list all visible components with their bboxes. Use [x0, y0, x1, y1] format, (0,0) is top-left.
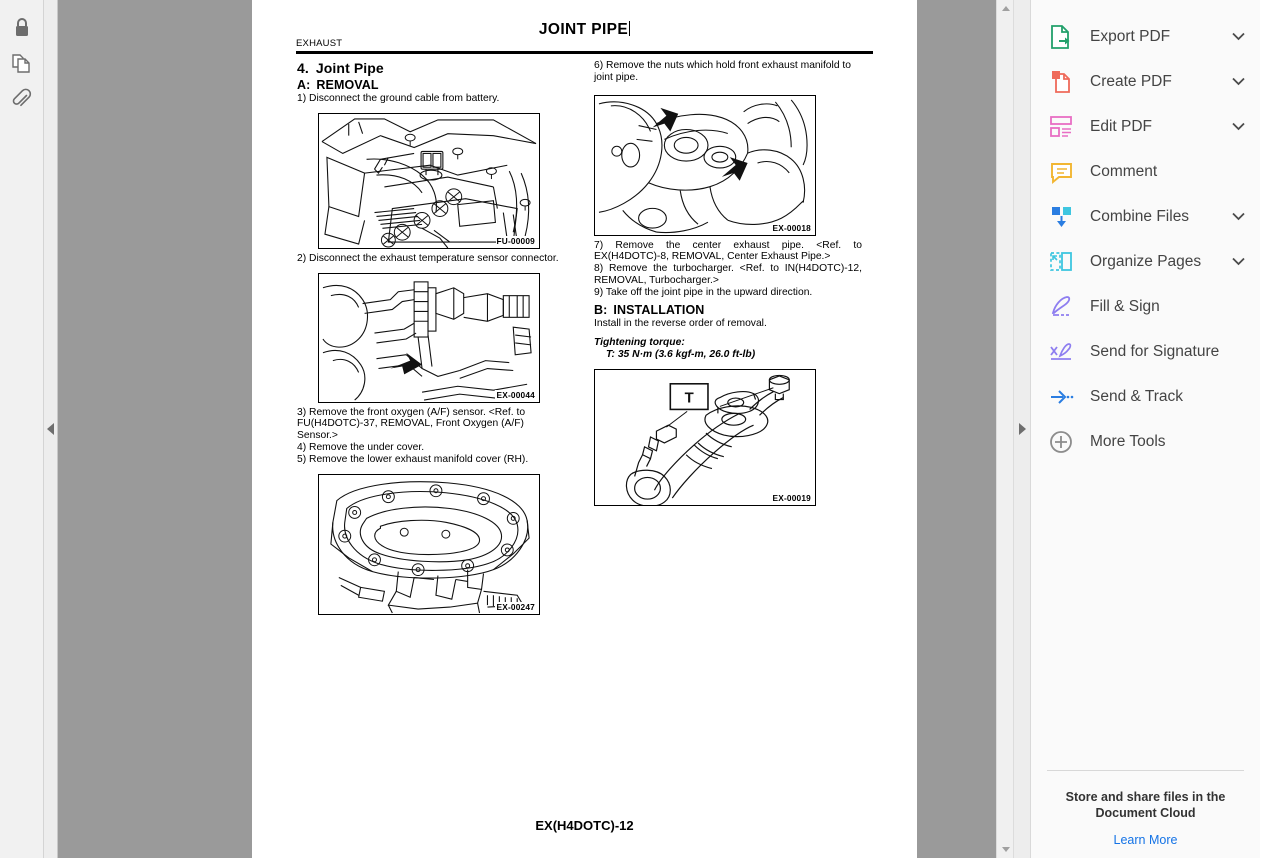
- figure-id-label: EX-00019: [772, 493, 811, 504]
- removal-step-5: 5) Remove the lower exhaust manifold cover (RH).: [297, 453, 529, 465]
- figure-id-label: FU-00009: [496, 235, 535, 246]
- tool-label: Comment: [1090, 162, 1158, 180]
- chevron-down-icon: [1002, 847, 1010, 852]
- tool-combine-files[interactable]: [1031, 194, 1260, 239]
- removal-step-7: 7) Remove the center exhaust pipe. <Ref. to EX(H4DOTC)-8, REMOVAL, Center Exhaust Pipe.>: [594, 239, 862, 263]
- tool-organize-pages[interactable]: [1031, 239, 1260, 284]
- header-rule: [296, 51, 873, 54]
- figure-id-label: EX-00018: [772, 222, 811, 233]
- document-left-column: [297, 60, 565, 619]
- removal-step-8: 8) Remove the turbocharger. <Ref. to IN(H4DOTC)-12, REMOVAL, Turbocharger.>: [594, 263, 862, 286]
- tool-label: Combine Files: [1090, 207, 1190, 225]
- tool-send-and-track[interactable]: [1031, 374, 1260, 419]
- document-right-column: [594, 60, 862, 510]
- figure-id-label: EX-00247: [496, 601, 535, 612]
- subsection-removal-heading: [297, 78, 565, 92]
- removal-step-3: 3) Remove the front oxygen (A/F) sensor. <Ref. to FU(H4DOTC)-37, REMOVAL, Front Oxygen (A/F) Sensor.>: [297, 406, 526, 442]
- subsection-letter: A:: [297, 78, 311, 92]
- attachment-paperclip-icon[interactable]: [5, 82, 39, 116]
- tightening-torque-value: T: 35 N·m (3.6 kgf-m, 26.0 ft-lb): [606, 349, 756, 361]
- scroll-down-button[interactable]: [997, 841, 1014, 858]
- chevron-right-icon: [1019, 423, 1026, 435]
- tool-label: Fill & Sign: [1090, 297, 1160, 315]
- tool-send-for-signature[interactable]: [1031, 329, 1260, 374]
- chevron-down-icon[interactable]: [1230, 257, 1246, 266]
- page-footer: EX(H4DOTC)-12: [535, 818, 634, 833]
- removal-step-2: 2) Disconnect the exhaust temperature sensor connector.: [297, 252, 559, 264]
- section-title: Joint Pipe: [315, 60, 384, 76]
- page-header-title-text: JOINT PIPE: [538, 21, 629, 38]
- pdf-page: [252, 0, 917, 858]
- learn-more-link[interactable]: Learn More: [1113, 833, 1178, 847]
- send-and-track-icon: [1049, 384, 1079, 410]
- chevron-down-icon[interactable]: [1230, 212, 1246, 221]
- removal-step-9: 9) Take off the joint pipe in the upward direction.: [594, 286, 813, 298]
- page-header-title: [252, 21, 917, 39]
- lock-icon[interactable]: [5, 10, 39, 44]
- text-cursor-caret: [629, 21, 630, 36]
- combine-files-icon: [1049, 204, 1079, 230]
- expand-tools-panel-handle[interactable]: [1013, 0, 1030, 858]
- vertical-scrollbar[interactable]: [996, 0, 1013, 858]
- pages-thumbnail-icon[interactable]: [5, 46, 39, 80]
- figure-ex-00019: [594, 369, 816, 506]
- organize-pages-icon: [1049, 249, 1079, 275]
- tool-label: Edit PDF: [1090, 117, 1153, 135]
- section-heading: [297, 60, 565, 76]
- chevron-down-icon[interactable]: [1230, 32, 1246, 41]
- document-cloud-promo: [1047, 770, 1244, 849]
- export-pdf-icon: [1049, 24, 1079, 50]
- document-viewer: [44, 0, 1030, 858]
- tool-edit-pdf[interactable]: [1031, 104, 1260, 149]
- edit-pdf-icon: [1049, 114, 1079, 140]
- send-for-signature-icon: [1049, 339, 1079, 365]
- scroll-up-button[interactable]: [997, 0, 1014, 17]
- figure-ex-00247: [318, 474, 540, 615]
- removal-step-1: 1) Disconnect the ground cable from battery.: [297, 93, 500, 104]
- promo-title-line1: Store and share files in the: [1065, 790, 1226, 804]
- tool-comment[interactable]: [1031, 149, 1260, 194]
- removal-step-6: 6) Remove the nuts which hold front exhaust manifold to joint pipe.: [594, 60, 851, 83]
- tool-label: Create PDF: [1090, 72, 1172, 90]
- chevron-down-icon[interactable]: [1230, 122, 1246, 131]
- create-pdf-icon: [1049, 69, 1079, 95]
- tool-label: Send for Signature: [1090, 342, 1220, 360]
- chevron-down-icon[interactable]: [1230, 77, 1246, 86]
- section-number: 4.: [297, 60, 309, 76]
- removal-step-4: 4) Remove the under cover.: [297, 441, 425, 453]
- tool-export-pdf[interactable]: [1031, 14, 1260, 59]
- promo-title-line2: Document Cloud: [1095, 806, 1196, 820]
- chevron-left-icon: [47, 423, 54, 435]
- subsection-installation-heading: [594, 303, 862, 317]
- pdf-canvas[interactable]: [58, 0, 996, 858]
- tools-panel: [1030, 0, 1260, 858]
- tightening-torque-label: Tightening torque:: [594, 337, 685, 349]
- left-navigation-rail: [0, 0, 44, 858]
- figure-fu-00009: [318, 113, 540, 249]
- tool-label: More Tools: [1090, 432, 1166, 450]
- collapse-left-panel-handle[interactable]: [44, 0, 58, 858]
- promo-title: [1047, 789, 1244, 821]
- tool-more-tools[interactable]: [1031, 419, 1260, 464]
- more-tools-plus-icon: [1049, 429, 1079, 455]
- tool-fill-and-sign[interactable]: [1031, 284, 1260, 329]
- fill-and-sign-icon: [1049, 294, 1079, 320]
- page-header-subtitle: EXHAUST: [296, 38, 343, 49]
- figure-callout-T: T: [684, 390, 694, 407]
- tool-label: Organize Pages: [1090, 252, 1202, 270]
- figure-ex-00018: [594, 95, 816, 236]
- comment-icon: [1049, 159, 1079, 185]
- tool-create-pdf[interactable]: [1031, 59, 1260, 104]
- chevron-up-icon: [1002, 6, 1010, 11]
- figure-id-label: EX-00044: [496, 389, 535, 400]
- installation-text: Install in the reverse order of removal.: [594, 317, 767, 329]
- tool-label: Send & Track: [1090, 387, 1184, 405]
- subsection-title: REMOVAL: [316, 78, 379, 92]
- figure-ex-00044: [318, 273, 540, 403]
- subsection-letter: B:: [594, 302, 608, 317]
- tool-label: Export PDF: [1090, 27, 1171, 45]
- subsection-title: INSTALLATION: [613, 302, 705, 317]
